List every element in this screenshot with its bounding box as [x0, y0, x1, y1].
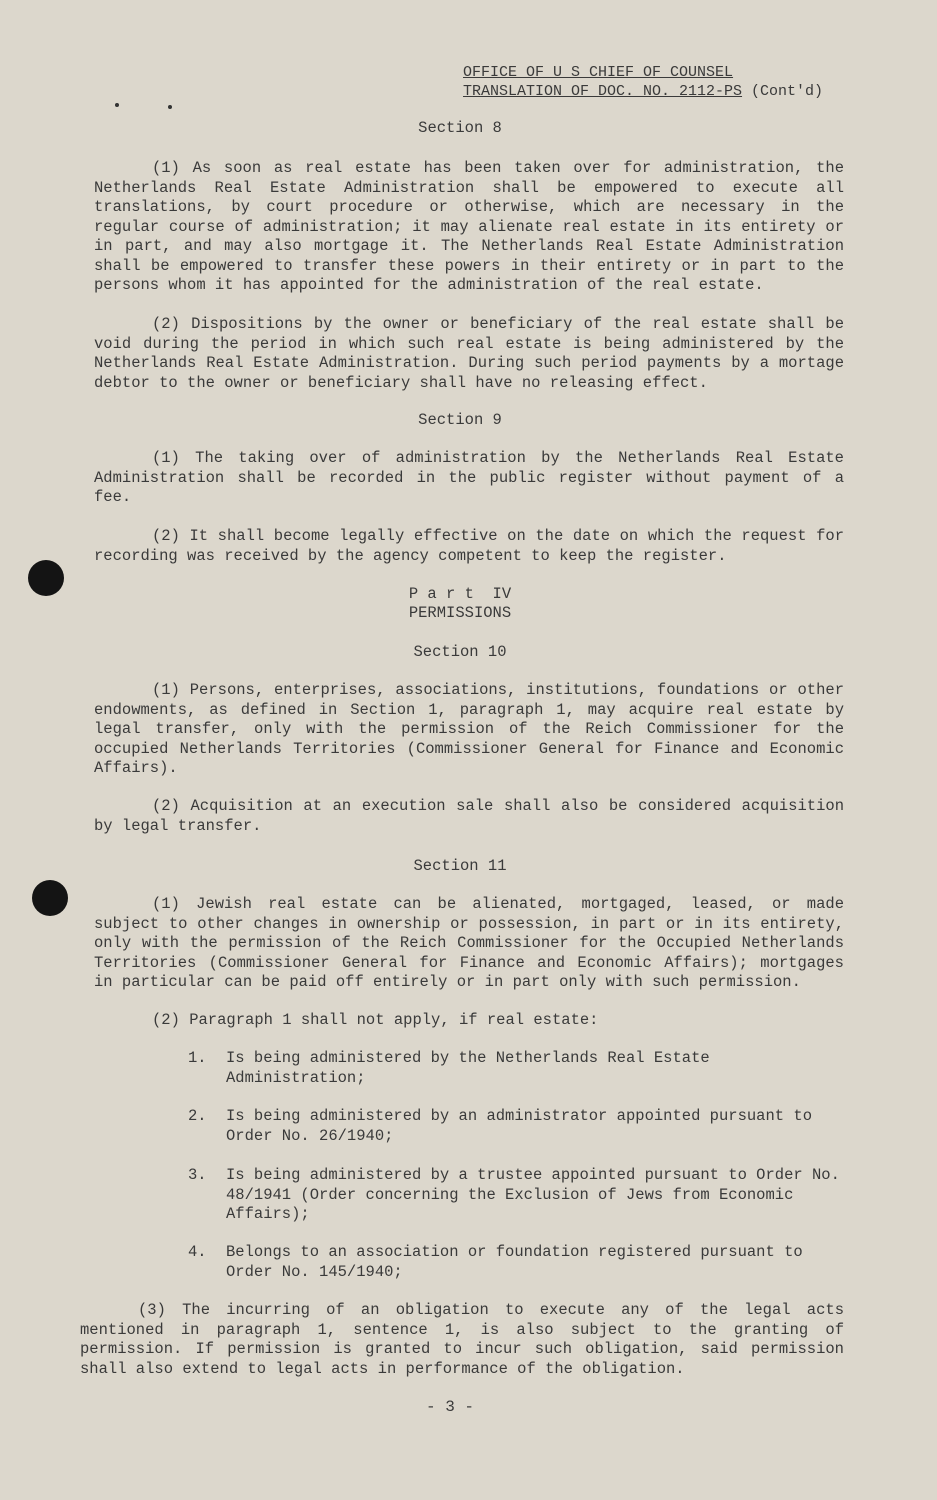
section-9-para-1: (1) The taking over of administration by the Netherlands Real Estate Administration shall be recorded in the public register without payment of a fee.: [94, 449, 854, 506]
page-number: - 3 -: [425, 1398, 474, 1416]
section-11-para-1: (1) Jewish real estate can be alienated, mortgaged, leased, or made subject to other changes in ownership or possession, in part or in its entirety, only with the permission of the Reich Commissioner for the Occupied Netherlands Territories (Commissioner General for Finance and Economic Affairs); mortgages in particular can be paid off entirely or in part only with such permission.: [94, 895, 854, 991]
ink-speck: [115, 103, 119, 107]
list-item-4: 4. Belongs to an association or foundation registered pursuant to Order No. 145/1940;: [188, 1243, 803, 1281]
section-10-para-1: (1) Persons, enterprises, associations, institutions, foundations or other endowments, as defined in Section 1, paragraph 1, may acquire real estate by legal transfer, only with the permission of the Reich Commissioner for the occupied Netherlands Territories (Commissioner General for Finance and Economic Affairs).: [94, 681, 854, 777]
ink-speck: [168, 105, 172, 109]
section-10-para-2: (2) Acquisition at an execution sale shall also be considered acquisition by legal transfer.: [94, 797, 854, 835]
office-line: OFFICE OF U S CHIEF OF COUNSEL: [463, 64, 734, 81]
section-8-para-1: (1) As soon as real estate has been taken over for administration, the Netherlands Real Estate Administration shall be empowered to execute all translations, by court procedure or otherwise, which are necessary in the regular course of administration; it may alienate real estate in its entirety or in part, and may also mortgage it. The Netherlands Real Estate Administration shall be empowered to transfer these powers in their entirety or in part to the persons whom it has appointed for the administration of the real estate.: [94, 159, 854, 294]
section-8-para-2: (2) Dispositions by the owner or beneficiary of the real estate shall be void during the period in which such real estate is being administered by the Netherlands Real Estate Administration. During such period payments by a mortage debtor to the owner or beneficiary shall have no releasing effect.: [94, 315, 854, 392]
section-10-title: Section 10: [413, 643, 507, 661]
part-iv-label: P a r t IV: [408, 585, 512, 603]
list-item-3: 3. Is being administered by a trustee appointed pursuant to Order No. 48/1941 (Order concerning the Exclusion of Jews from Economic Affairs);: [188, 1166, 840, 1223]
contd-label: (Cont'd): [742, 83, 824, 100]
list-item-1: 1. Is being administered by the Netherlands Real Estate Administration;: [188, 1049, 710, 1087]
section-11-para-3: (3) The incurring of an obligation to execute any of the legal acts mentioned in paragraph 1, sentence 1, is also subject to the granting of permission. If permission is granted to incur such obligation, said permission shall also extend to legal acts in performance of the obligation.: [80, 1301, 854, 1378]
document-header: [463, 63, 823, 101]
section-8-title: Section 8: [418, 119, 502, 137]
part-iv-title: PERMISSIONS: [408, 604, 512, 622]
punch-hole-bottom: [32, 880, 68, 916]
list-item-2: 2. Is being administered by an administrator appointed pursuant to Order No. 26/1940;: [188, 1107, 812, 1145]
section-9-title: Section 9: [418, 411, 502, 429]
section-9-para-2: (2) It shall become legally effective on the date on which the request for recording was received by the agency competent to keep the register.: [94, 527, 854, 565]
translation-line: TRANSLATION OF DOC. NO. 2112-PS: [463, 83, 743, 100]
section-11-para-2: (2) Paragraph 1 shall not apply, if real estate:: [152, 1011, 599, 1029]
section-11-title: Section 11: [413, 857, 507, 875]
